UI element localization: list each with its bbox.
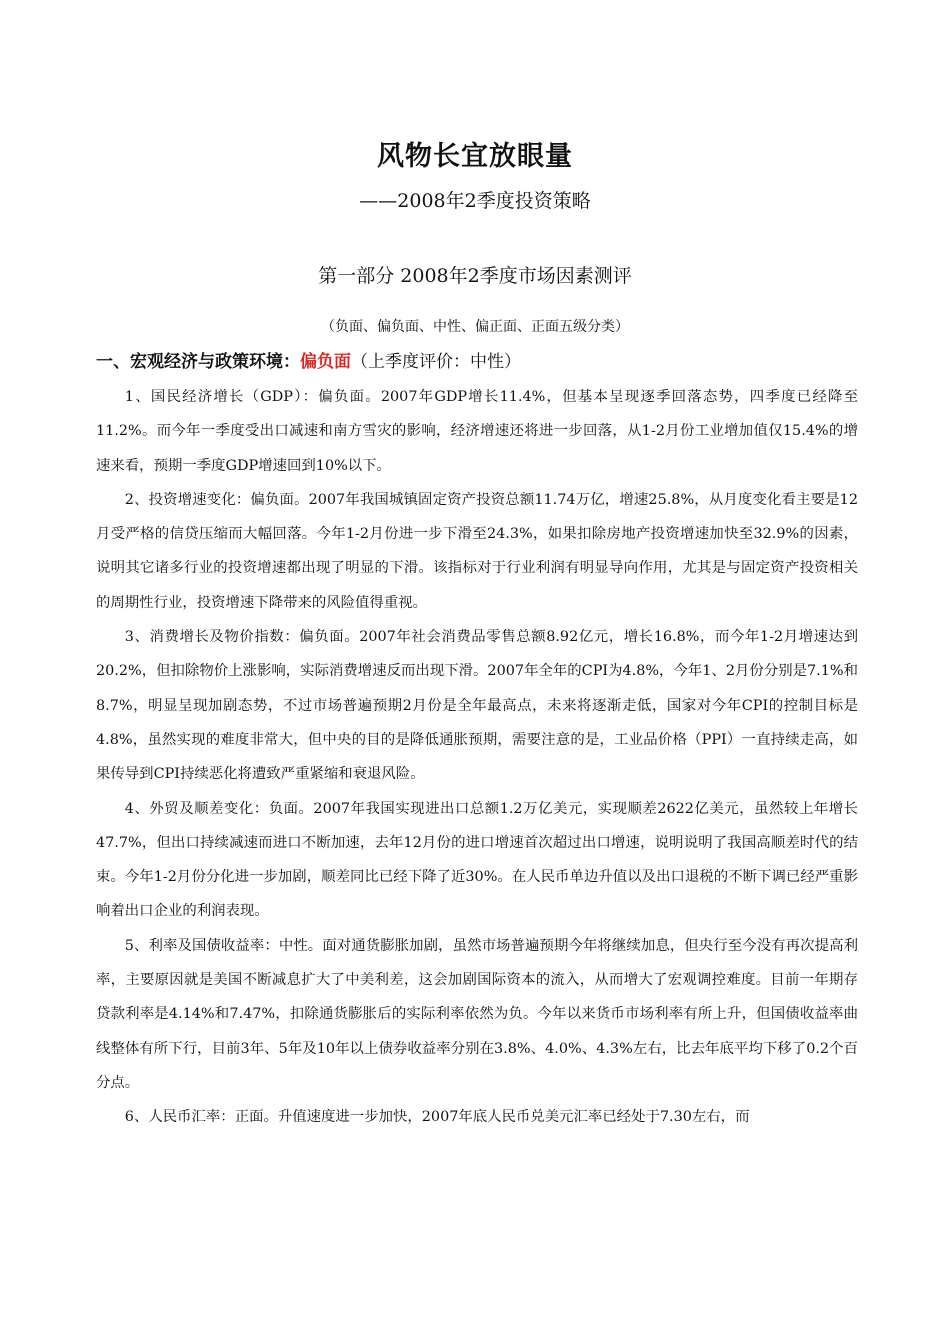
document-title: 风物长宜放眼量 [377,141,573,172]
section-rating: 偏负面 [300,352,351,372]
paragraph-exchange-rate: 6、人民币汇率：正面。升值速度进一步加快，2007年底人民币兑美元汇率已经处于7.30左右，而 [124,1109,750,1126]
paragraph-consumption: 3、消费增长及物价指数：偏负面。2007年社会消费品零售总额8.92亿元，增长16.8%，而今年1-2月增速达到20.2%，但扣除物价上涨影响，实际消费增速反而出现下滑。2007年全年的CPI为4.8%，今年1、2月份分别是7.1%和8.7%，明显呈现加剧态势，不过市场普遍预期2月份是全年最高点，未来将逐渐走低，国家对今年CPI的控制目标是4.8%，虽然实现的难度非常大，但中央的目的是降低通胀预期，需要注意的是，工业品价格（PPI）一直持续走高，如果传导到CPI持续恶化将遭致严重紧缩和衰退风险。 [96,629,858,783]
body-text [96,380,858,1135]
previous-rating: （上季度评价：中性） [351,352,521,372]
rating-scale-note: （负面、偏负面、中性、偏正面、正面五级分类） [321,319,629,335]
section-heading [96,347,866,372]
part-heading: 第一部分 2008年2季度市场因素测评 [318,265,632,287]
paragraph-trade: 4、外贸及顺差变化：负面。2007年我国实现进出口总额1.2万亿美元，实现顺差2622亿美元，虽然较上年增长47.7%，但出口持续减速而进口不断加速，去年12月份的进口增速首次超过出口增速，说明说明了我国高顺差时代的结束。今年1-2月份分化进一步加剧，顺差同比已经下降了近30%。在人民币单边升值以及出口退税的不断下调已经严重影响着出口企业的利润表现。 [96,800,858,920]
paragraph-gdp: 1、国民经济增长（GDP）：偏负面。2007年GDP增长11.4%，但基本呈现逐季回落态势，四季度已经降至11.2%。而今年一季度受出口减速和南方雪灾的影响，经济增速还将进一步回落，从1-2月份工业增加值仅15.4%的增速来看，预期一季度GDP增速回到10%以下。 [96,389,858,474]
paragraph-interest-rate: 5、利率及国债收益率：中性。面对通货膨胀加剧，虽然市场普遍预期今年将继续加息，但央行至今没有再次提高利率，主要原因就是美国不断减息扩大了中美利差，这会加剧国际资本的流入，从而增大了宏观调控难度。目前一年期存贷款利率是4.14%和7.47%，扣除通货膨胀后的实际利率依然为负。今年以来货币市场利率有所上升，但国债收益率曲线整体有所下行，目前3年、5年及10年以上债券收益率分别在3.8%、4.0%、4.3%左右，比去年底平均下移了0.2个百分点。 [96,937,858,1091]
paragraph-investment: 2、投资增速变化：偏负面。2007年我国城镇固定资产投资总额11.74万亿，增速25.8%，从月度变化看主要是12月受严格的信贷压缩而大幅回落。今年1-2月份进一步下滑至24.3%，如果扣除房地产投资增速加快至32.9%的因素，说明其它诸多行业的投资增速都出现了明显的下滑。该指标对于行业利润有明显导向作用，尤其是与固定资产投资相关的周期性行业，投资增速下降带来的风险值得重视。 [96,491,858,611]
section-title: 一、宏观经济与政策环境： [96,352,300,372]
document-subtitle: ——2008年2季度投资策略 [359,190,591,212]
